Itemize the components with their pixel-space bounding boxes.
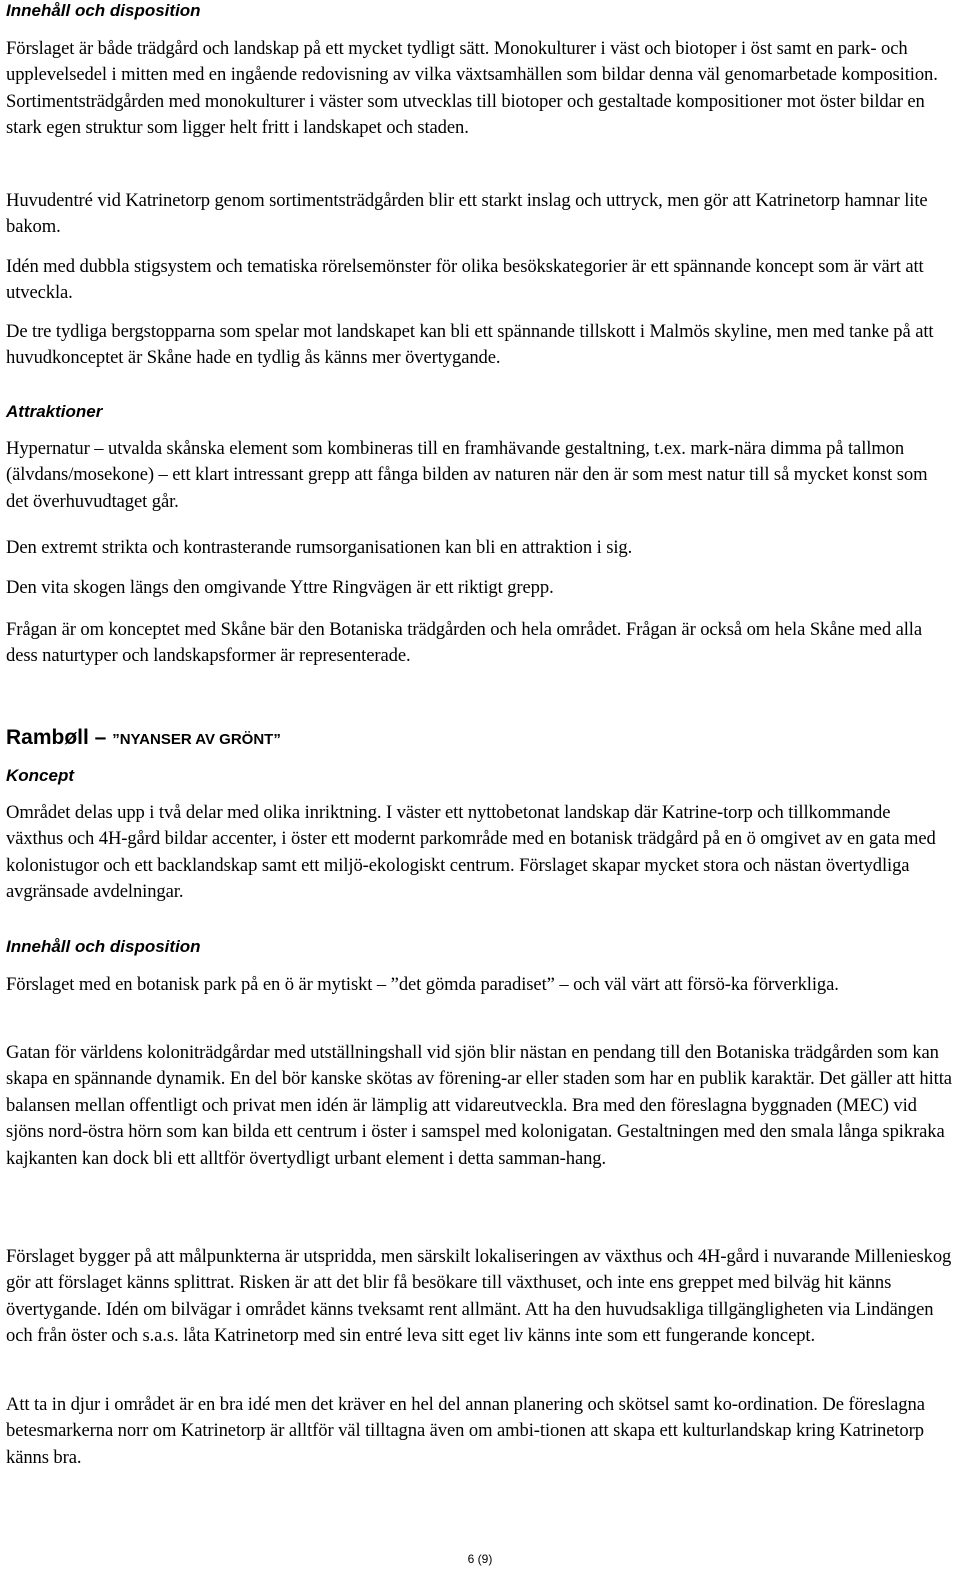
section-heading: Attraktioner bbox=[6, 402, 103, 421]
paragraph-block bbox=[6, 1040, 952, 1172]
paragraph: Hypernatur – utvalda skånska element som kombineras till en framhävande gestaltning, t.ex. mark-nära dimma på tallmon (älvdans/mosekone) – ett klart intressant grepp att fånga bilden av naturen när den är som mest natur till så mycket konst som det överhuvudtaget går. bbox=[6, 438, 928, 512]
paragraph: Förslaget med en botanisk park på en ö är mytiskt – ”det gömda paradiset” – och väl värt att försö-ka förverkliga. bbox=[6, 974, 839, 995]
section-attraktioner bbox=[6, 401, 952, 423]
paragraph: Idén med dubbla stigsystem och tematiska rörelsemönster för olika besökskategorier är ett spännande koncept som är värt att utveckla. bbox=[6, 256, 924, 304]
paragraph: De tre tydliga bergstopparna som spelar mot landskapet kan bli ett spännande tillskott i Malmös skyline, men med tanke på att huvudkonceptet är Skåne hade en tydlig ås känns mer övertygande. bbox=[6, 321, 934, 369]
entry-title-main: Rambøll – bbox=[6, 726, 113, 749]
paragraph-block bbox=[6, 319, 952, 372]
paragraph-block bbox=[6, 1392, 952, 1471]
section-koncept bbox=[6, 765, 952, 787]
paragraph-block bbox=[6, 436, 952, 515]
paragraph-block bbox=[6, 188, 952, 241]
paragraph-block bbox=[6, 535, 952, 561]
paragraph: Förslaget bygger på att målpunkterna är utspridda, men särskilt lokaliseringen av växthus och 4H-gård i nuvarande Millenieskog gör att förslaget känns splittrat. Risken är att det blir få besökare till växthuset, och inte ens greppet med bilväg hit känns övertygande. Idén om bilvägar i området känns tveksamt rent allmänt. Att ha den huvudsakliga tillgängligheten via Lindängen och från öster och s.a.s. låta Katrinetorp med sin entré leva sitt eget liv känns inte som ett fungerande koncept. bbox=[6, 1246, 952, 1347]
paragraph: Den vita skogen längs den omgivande Yttre Ringvägen är ett riktigt grepp. bbox=[6, 577, 554, 598]
paragraph-block bbox=[6, 254, 952, 307]
paragraph: Förslaget är både trädgård och landskap på ett mycket tydligt sätt. Monokulturer i väst och biotoper i öst samt en park- och upplevelsedel i mitten med en ingående redovisning av vilka växtsamhällen som bildar denna väl genomarbetade komposition. Sortimentsträdgården med monokulturer i väster som utvecklas till biotoper och gestaltade kompositioner mot öster bildar en stark egen struktur som ligger helt fritt i landskapet och staden. bbox=[6, 38, 938, 139]
paragraph-block bbox=[6, 36, 952, 142]
page-number: 6 (9) bbox=[467, 1552, 493, 1566]
paragraph-block bbox=[6, 1244, 952, 1350]
paragraph: Området delas upp i två delar med olika inriktning. I väster ett nyttobetonat landskap där Katrine-torp och tillkommande växthus och 4H-gård bildar accenter, i öster ett modernt parkområde med en botanisk trädgård på en ö omgivet av en gata med kolonistugor och ett backlandskap samt ett miljö-ekologiskt centrum. Förslaget skapar mycket stora och nästan övertydliga avgränsade avdelningar. bbox=[6, 802, 936, 903]
section-heading: Innehåll och disposition bbox=[6, 937, 201, 956]
section-heading: Innehåll och disposition bbox=[6, 1, 201, 20]
section-innehall-1 bbox=[6, 0, 952, 22]
paragraph: Gatan för världens koloniträdgårdar med utställningshall vid sjön blir nästan en pendang till den Botaniska trädgården som kan skapa en spännande dynamik. En del bör kanske skötas av förening-ar eller staden som har en publik karaktär. Det gäller att hitta balansen mellan offentligt och privat men idén är lämplig att vidareutveckla. Bra med den föreslagna byggnaden (MEC) vid sjöns nord-östra hörn som kan bilda ett centrum i öster i samspel med kolonigatan. Gestaltningen med den smala långa spikraka kajkanten kan dock bli ett alltför övertydligt urbant element i detta samman-hang. bbox=[6, 1042, 952, 1169]
paragraph-block bbox=[6, 972, 952, 998]
paragraph: Frågan är om konceptet med Skåne bär den Botaniska trädgården och hela området. Frågan är också om hela Skåne med alla dess naturtyper och landskapsformer är representerade. bbox=[6, 619, 923, 667]
paragraph-block bbox=[6, 800, 952, 906]
section-innehall-2 bbox=[6, 936, 952, 958]
entry-title bbox=[6, 726, 281, 750]
paragraph-block bbox=[6, 617, 952, 670]
paragraph: Den extremt strikta och kontrasterande rumsorganisationen kan bli en attraktion i sig. bbox=[6, 537, 633, 558]
paragraph: Att ta in djur i området är en bra idé men det kräver en hel del annan planering och skötsel samt ko-ordination. De föreslagna betesmarkerna norr om Katrinetorp är alltför väl tilltagna även om ambi-tionen att skapa ett kulturlandskap kring Katrinetorp känns bra. bbox=[6, 1394, 925, 1468]
paragraph: Huvudentré vid Katrinetorp genom sortimentsträdgården blir ett starkt inslag och uttryck, men gör att Katrinetorp hamnar lite bakom. bbox=[6, 190, 928, 238]
entry-title-sub: ”NYANSER AV GRÖNT” bbox=[112, 731, 281, 748]
paragraph-block bbox=[6, 575, 952, 601]
section-heading: Koncept bbox=[6, 766, 74, 785]
